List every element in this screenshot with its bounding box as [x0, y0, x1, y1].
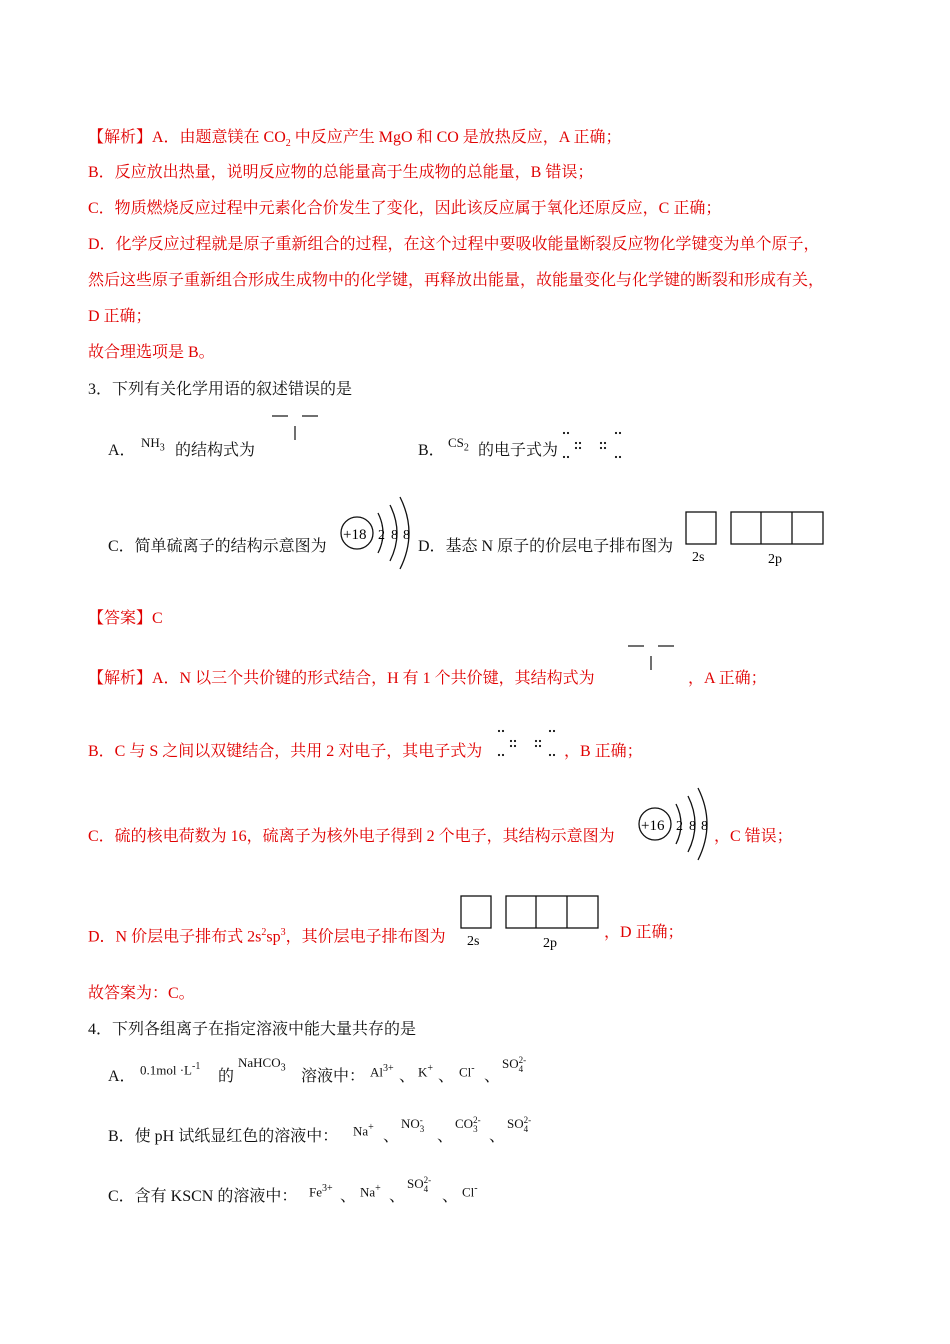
- q4-option-b: B．使 pH 试纸显红色的溶液中：: [108, 1128, 339, 1145]
- q3-exp-d-text2: ，其价层电子排布图为: [285, 928, 446, 946]
- q3-exp-d-sup1: 2: [261, 927, 267, 938]
- ion-co3: CO: [455, 1116, 474, 1131]
- analysis-b: B．反应放出热量，说明反应物的总能量高于生成物的总能量，B 错误；: [88, 164, 594, 181]
- analysis-d-line1: D．化学反应过程就是原子重新组合的过程，在这个过程中要吸收能量断裂反应物化学键变为单个原子，: [88, 236, 820, 253]
- q3-exp-d-sp: sp: [266, 928, 281, 946]
- analysis-a-text: 【解析】A．由题意镁在 CO: [88, 129, 286, 146]
- q4-c-sep-3: 、: [442, 1188, 459, 1205]
- q4-a-ion-2: [418, 1058, 433, 1083]
- ion-k-charge: +: [427, 1063, 434, 1074]
- q4-c-sep-1: 、: [340, 1188, 357, 1205]
- q4-a-of: 的: [218, 1068, 235, 1085]
- exp-nh3-structural-formula: [612, 634, 692, 690]
- q3-exp-a-end: ，A 正确；: [688, 670, 767, 687]
- ion-fe-charge: 3+: [322, 1183, 333, 1194]
- q3-b-text: 的电子式为: [478, 442, 559, 459]
- exp-shell-2-count: 8: [689, 819, 696, 834]
- ion-no3: NO: [401, 1116, 420, 1131]
- analysis-conclusion: 故合理选项是 B。: [88, 344, 215, 361]
- q3-exp-a: 【解析】A．N 以三个共价键的形式结合，H 有 1 个共价键，其结构式为: [88, 670, 595, 687]
- q3-b-label: B．: [418, 442, 445, 459]
- ion-cl-c-charge: -: [474, 1183, 478, 1194]
- q3-a-formula-sub: 3: [159, 442, 165, 454]
- q3-exp-c: C．硫的核电荷数为 16，硫离子为核外电子得到 2 个电子，其结构示意图为: [88, 828, 615, 845]
- ion-no3-sub: 3: [419, 1124, 425, 1135]
- ion-k: K: [418, 1064, 428, 1080]
- ion-na: Na: [353, 1123, 369, 1139]
- sulfide-nucleus-charge: +18: [343, 527, 367, 543]
- q4-b-ion-2: [401, 1113, 424, 1135]
- q3-option-b: [418, 440, 445, 462]
- q3-a-text: 的结构式为: [175, 442, 256, 459]
- nh3-structural-formula: [256, 404, 336, 460]
- orbital-2s-label: 2s: [692, 550, 705, 565]
- exp-shell-3-count: 8: [701, 819, 708, 834]
- q4-a-sep-1: 、: [399, 1068, 416, 1085]
- q4-a-sep-3: 、: [484, 1068, 501, 1085]
- ion-na-c: Na: [360, 1184, 376, 1200]
- shell-3-count: 8: [403, 528, 410, 543]
- q4-a-solute-text: NaHCO: [238, 1055, 281, 1070]
- q4-c-sep-2: 、: [389, 1188, 406, 1205]
- ion-so4: SO: [502, 1056, 519, 1071]
- cs2-electron-formula-wrong: [558, 428, 632, 462]
- ion-fe: Fe: [309, 1184, 322, 1200]
- ion-no3-charge: -: [419, 1115, 423, 1126]
- q3-option-d: D．基态 N 原子的价层电子排布图为: [418, 538, 674, 555]
- analysis-a: [88, 127, 621, 155]
- q3-b-formula-text: CS: [448, 435, 464, 450]
- exp-sulfide-ion-diagram: [636, 786, 716, 864]
- ion-cl-c: Cl: [462, 1184, 475, 1200]
- q3-exp-c-end: ，C 错误；: [714, 828, 793, 845]
- q4-b-sep-3: 、: [489, 1128, 506, 1145]
- q3-option-a: [108, 440, 136, 462]
- q4-a-ion-3: [459, 1058, 475, 1083]
- q3-exp-d: [88, 922, 446, 948]
- q4-a-sep-2: 、: [438, 1068, 455, 1085]
- ion-cl-charge: -: [471, 1063, 475, 1074]
- q4-a-conc-text: 0.1mol ·L: [140, 1062, 192, 1078]
- q3-exp-b: B．C 与 S 之间以双键结合，共用 2 对电子，其电子式为: [88, 743, 483, 760]
- q4-b-sep-1: 、: [383, 1128, 400, 1145]
- q4-a-conc: [140, 1056, 200, 1081]
- q4-a-solution: 溶液中：: [301, 1068, 366, 1085]
- analysis-a-sub: 2: [285, 138, 291, 150]
- q3-answer: 【答案】C: [88, 610, 163, 627]
- ion-al-charge: 3+: [383, 1063, 394, 1074]
- q3-a-formula-text: NH: [141, 435, 160, 450]
- ion-al: Al: [370, 1064, 383, 1080]
- analysis-a-text-end: 中反应产生 MgO 和 CO 是放热反应，A 正确；: [290, 129, 622, 146]
- analysis-d-line3: D 正确；: [88, 308, 152, 325]
- q4-a-ion-4: [502, 1053, 526, 1075]
- shell-1-count: 2: [378, 528, 385, 543]
- ion-co3-sub: 3: [473, 1124, 478, 1135]
- exp-cs2-electron-formula: [494, 726, 564, 760]
- q4-c-ion-2: [360, 1178, 381, 1203]
- q3-a-label: A．: [108, 442, 136, 459]
- exp-n-orbital-diagram: [459, 894, 604, 954]
- ion-na-c-charge: +: [375, 1183, 381, 1194]
- q3-stem: 3．下列有关化学用语的叙述错误的是: [88, 381, 353, 398]
- shell-2-count: 8: [391, 528, 398, 543]
- ion-cl: Cl: [459, 1064, 472, 1080]
- q3-a-formula: [141, 432, 165, 460]
- orbital-2p-label: 2p: [768, 552, 782, 567]
- q4-b-sep-2: 、: [437, 1128, 454, 1145]
- ion-so4-b: SO: [507, 1116, 524, 1131]
- ion-so4-c-sub: 4: [423, 1184, 429, 1195]
- ion-so4-b-charge: 2-: [523, 1115, 532, 1126]
- q4-a-ion-1: [370, 1058, 394, 1083]
- q3-conclusion: 故答案为：C。: [88, 985, 195, 1002]
- q4-a-solute-sub: 3: [280, 1062, 286, 1074]
- q4-stem: 4．下列各组离子在指定溶液中能大量共存的是: [88, 1021, 417, 1038]
- exp-orbital-2s-label: 2s: [467, 934, 480, 949]
- q4-c-ion-4: [462, 1178, 478, 1203]
- n-orbital-diagram: [684, 510, 829, 570]
- ion-so4-c-charge: 2-: [423, 1175, 432, 1186]
- q4-a-solute: [238, 1052, 286, 1080]
- q4-a-label: A．: [108, 1068, 136, 1085]
- q4-b-ion-4: [507, 1113, 531, 1135]
- q3-exp-d-sup2: 3: [280, 927, 286, 938]
- q4-b-ion-1: [353, 1117, 374, 1142]
- exp-orbital-2p-label: 2p: [543, 936, 557, 951]
- q3-exp-d-text: D．N 价层电子排布式 2s: [88, 928, 262, 946]
- ion-so4-charge: 2-: [518, 1055, 527, 1066]
- q3-option-c: C．简单硫离子的结构示意图为: [108, 538, 327, 555]
- ion-so4-c: SO: [407, 1176, 424, 1191]
- ion-co3-charge: 2-: [473, 1115, 481, 1126]
- sulfide-ion-diagram-wrong: [338, 495, 418, 573]
- analysis-c: C．物质燃烧反应过程中元素化合价发生了变化，因此该反应属于氧化还原反应，C 正确；: [88, 200, 722, 217]
- ion-so4-sub: 4: [518, 1064, 524, 1075]
- q4-a-conc-sup: -1: [192, 1061, 201, 1072]
- q4-c-ion-1: [309, 1178, 333, 1203]
- exp-sulfide-nucleus-charge: +16: [641, 818, 665, 834]
- q3-b-formula: [448, 432, 469, 460]
- q3-exp-d-end: ，D 正确；: [604, 924, 684, 941]
- ion-so4-b-sub: 4: [523, 1124, 529, 1135]
- ion-na-charge: +: [368, 1122, 374, 1133]
- q4-b-ion-3: [455, 1113, 481, 1135]
- exp-shell-1-count: 2: [676, 819, 683, 834]
- q4-option-c: C．含有 KSCN 的溶液中：: [108, 1188, 298, 1205]
- q4-c-ion-3: [407, 1173, 431, 1195]
- analysis-d-line2: 然后这些原子重新组合形成生成物中的化学键，再释放出能量，故能量变化与化学键的断裂和形成有关，: [88, 272, 825, 289]
- q3-exp-b-end: ，B 正确；: [564, 743, 643, 760]
- q3-b-formula-sub: 2: [463, 442, 469, 454]
